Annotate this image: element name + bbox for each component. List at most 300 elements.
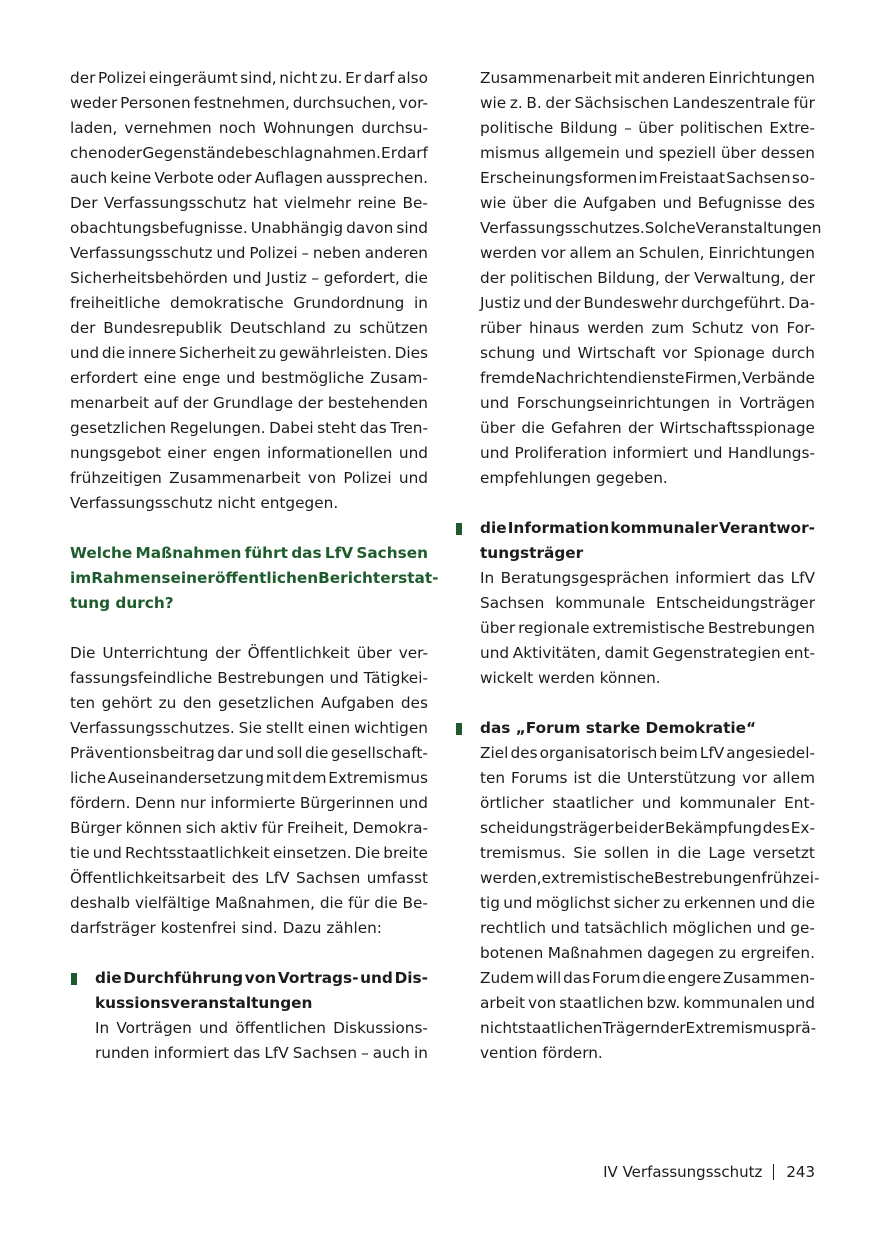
word: damit bbox=[604, 644, 649, 662]
word: engere bbox=[667, 969, 722, 987]
footer-divider bbox=[773, 1164, 774, 1180]
word: will bbox=[536, 969, 562, 987]
word: Extre- bbox=[769, 119, 815, 137]
paragraph-powers bbox=[70, 66, 428, 516]
text-line bbox=[480, 1041, 815, 1066]
word: rechtlich bbox=[480, 919, 547, 937]
text-line bbox=[480, 616, 815, 641]
word: Rahmen bbox=[91, 569, 162, 587]
word: dessen bbox=[760, 144, 815, 162]
word: und bbox=[226, 369, 256, 387]
word: LfV bbox=[265, 869, 290, 887]
text-line bbox=[70, 141, 428, 166]
word: Sächsischen bbox=[574, 94, 670, 112]
word: liche bbox=[70, 769, 107, 787]
word: Veranstaltungen bbox=[695, 219, 822, 237]
word: Polizei bbox=[98, 69, 147, 87]
text-line bbox=[480, 866, 820, 891]
text-line bbox=[480, 116, 815, 141]
word: Er bbox=[381, 144, 398, 162]
word: schützen bbox=[359, 319, 428, 337]
word: Nachrichtendienste bbox=[535, 369, 685, 387]
list-item-title bbox=[480, 516, 815, 566]
text-line bbox=[70, 591, 428, 616]
text-line bbox=[480, 466, 815, 491]
word: auch bbox=[372, 1044, 410, 1062]
word: Spionage bbox=[693, 344, 765, 362]
text-line bbox=[480, 316, 815, 341]
word: über bbox=[720, 144, 756, 162]
text-line bbox=[70, 891, 428, 916]
word: Die bbox=[354, 844, 381, 862]
word: und bbox=[198, 1019, 229, 1037]
word: freiheitliche bbox=[70, 294, 161, 312]
word: Bürger bbox=[70, 819, 122, 837]
word: Verbote bbox=[154, 169, 214, 187]
text-line bbox=[70, 541, 428, 566]
word: kommunale bbox=[555, 594, 646, 612]
word: der bbox=[480, 269, 506, 287]
word: Befugnisse bbox=[697, 194, 782, 212]
word: soll bbox=[276, 744, 303, 762]
word: Vorträgen bbox=[116, 1019, 192, 1037]
word: Polizei bbox=[343, 469, 392, 487]
word: Bundesrepublik bbox=[103, 319, 223, 337]
word: der bbox=[555, 294, 581, 312]
text-line bbox=[480, 91, 815, 116]
word: des bbox=[400, 694, 428, 712]
word: Bürgerinnen bbox=[299, 794, 395, 812]
word: Sachsen bbox=[480, 594, 545, 612]
word: zu bbox=[158, 694, 177, 712]
word: einen bbox=[307, 719, 351, 737]
text-line bbox=[70, 766, 428, 791]
word: Bestrebungen bbox=[707, 619, 815, 637]
word: staatlicher bbox=[552, 794, 634, 812]
word: erkennen bbox=[683, 894, 756, 912]
text-line bbox=[70, 66, 428, 91]
word: ver- bbox=[398, 644, 428, 662]
word: können bbox=[125, 819, 182, 837]
word: durchsu- bbox=[361, 119, 428, 137]
word: das „Forum starke Demokratie“ bbox=[480, 719, 757, 737]
word: Deutschland bbox=[229, 319, 326, 337]
word: fassungsfeindliche bbox=[70, 669, 213, 687]
word: Personen bbox=[120, 94, 191, 112]
word: Unabhängig bbox=[250, 219, 344, 237]
word: einsetzen. bbox=[272, 844, 352, 862]
word: Aufgaben bbox=[583, 194, 657, 212]
list-item-title bbox=[480, 716, 815, 741]
word: – bbox=[311, 269, 320, 287]
word: kommunaler bbox=[610, 519, 718, 537]
word: und bbox=[398, 444, 428, 462]
word: Auseinandersetzung bbox=[107, 769, 265, 787]
word: schung bbox=[480, 344, 536, 362]
word: Grundlage bbox=[213, 394, 294, 412]
word: fördern. bbox=[70, 794, 131, 812]
text-line bbox=[95, 966, 428, 991]
word: Verfassungsschutzes. bbox=[480, 219, 645, 237]
word: darf bbox=[397, 144, 428, 162]
word: Bestrebungen bbox=[217, 669, 325, 687]
word: ten bbox=[480, 769, 506, 787]
word: wichtigen bbox=[354, 719, 428, 737]
word: extremistische bbox=[592, 619, 705, 637]
word: nungsgebot bbox=[70, 444, 161, 462]
word: örtlicher bbox=[480, 794, 544, 812]
word: im bbox=[70, 569, 92, 587]
word: in bbox=[414, 294, 428, 312]
word: zu. bbox=[319, 69, 343, 87]
text-line bbox=[480, 741, 815, 766]
word: engen bbox=[212, 444, 261, 462]
word: des bbox=[762, 819, 790, 837]
word: enge bbox=[182, 369, 221, 387]
word: gesetzlichen bbox=[70, 419, 167, 437]
word: das bbox=[359, 419, 387, 437]
word: ent- bbox=[784, 644, 815, 662]
word: über bbox=[638, 119, 674, 137]
word: sollen bbox=[604, 844, 649, 862]
word: extremistische bbox=[541, 869, 655, 887]
word: die bbox=[95, 969, 122, 987]
word: Bestrebungen bbox=[654, 869, 762, 887]
word: in bbox=[717, 394, 732, 412]
word: mit bbox=[614, 69, 640, 87]
word: zu bbox=[662, 894, 681, 912]
word: neben bbox=[312, 244, 361, 262]
word: also bbox=[397, 69, 428, 87]
word: staatlichen bbox=[559, 994, 644, 1012]
word: Regelungen. bbox=[169, 419, 266, 437]
list-item-body bbox=[480, 741, 820, 1066]
word: Trägern bbox=[602, 1019, 661, 1037]
word: dar bbox=[217, 744, 243, 762]
word: der bbox=[664, 269, 690, 287]
word: Forschungseinrichtungen bbox=[516, 394, 711, 412]
word: tungsträger bbox=[480, 544, 584, 562]
word: die bbox=[374, 894, 398, 912]
word: Präventionsbeitrag bbox=[70, 744, 215, 762]
word: politischen bbox=[679, 119, 763, 137]
word: Freiheit, bbox=[286, 819, 349, 837]
word: dagegen bbox=[647, 944, 715, 962]
word: chen bbox=[70, 144, 108, 162]
word: von bbox=[750, 319, 779, 337]
word: hinaus bbox=[528, 319, 580, 337]
word: von bbox=[528, 994, 557, 1012]
word: und bbox=[641, 794, 671, 812]
word: vor- bbox=[398, 94, 428, 112]
word: steht bbox=[317, 419, 357, 437]
word: Verwaltung, bbox=[694, 269, 786, 287]
word: Extremismusprä- bbox=[685, 1019, 817, 1037]
word: der bbox=[627, 419, 654, 437]
word: sind bbox=[396, 219, 428, 237]
word: Sie bbox=[238, 719, 263, 737]
text-line bbox=[70, 416, 428, 441]
word: davon bbox=[346, 219, 394, 237]
word: Handlungs- bbox=[727, 444, 815, 462]
word: politischen bbox=[509, 269, 593, 287]
right-column bbox=[455, 66, 822, 1066]
word: oder bbox=[216, 169, 252, 187]
list-item-body bbox=[480, 566, 815, 691]
word: allgemein bbox=[544, 144, 620, 162]
word: Erscheinungsformen bbox=[480, 169, 638, 187]
word: Maßnahmen bbox=[135, 544, 242, 562]
word: Extremismus bbox=[328, 769, 428, 787]
word: Zusammenarbeit bbox=[480, 69, 612, 87]
word: die bbox=[101, 344, 126, 362]
word: vielmehr bbox=[283, 194, 352, 212]
word: Landeszentrale bbox=[672, 94, 790, 112]
word: die bbox=[480, 519, 507, 537]
word: Dabei bbox=[269, 419, 314, 437]
word: ge- bbox=[790, 919, 815, 937]
word: sich bbox=[185, 819, 217, 837]
word: demokratische bbox=[170, 294, 284, 312]
text-line bbox=[70, 466, 428, 491]
word: vor bbox=[742, 769, 767, 787]
word: versetzt bbox=[752, 844, 815, 862]
word: B. bbox=[526, 94, 542, 112]
word: festnehmen, bbox=[193, 94, 290, 112]
word: die bbox=[597, 769, 621, 787]
word: die bbox=[521, 419, 545, 437]
word: angesiedel- bbox=[726, 744, 815, 762]
word: Gefahren bbox=[550, 419, 622, 437]
text-line bbox=[480, 666, 815, 691]
word: werden, bbox=[480, 869, 542, 887]
word: und bbox=[232, 269, 262, 287]
text-line bbox=[70, 91, 428, 116]
text-line bbox=[70, 816, 428, 841]
word: nichtstaatlichen bbox=[480, 1019, 603, 1037]
word: eine bbox=[143, 369, 177, 387]
text-line bbox=[480, 891, 815, 916]
text-line bbox=[480, 416, 815, 441]
word: mit bbox=[265, 769, 291, 787]
word: Sachsen bbox=[292, 1044, 358, 1062]
word: in bbox=[414, 1044, 428, 1062]
text-line bbox=[70, 316, 428, 341]
word: und bbox=[693, 444, 723, 462]
word: Forum bbox=[592, 969, 641, 987]
word: gesetzlichen bbox=[218, 694, 315, 712]
word: über bbox=[356, 644, 392, 662]
word: laden, bbox=[70, 119, 118, 137]
word: möglichen bbox=[672, 919, 753, 937]
word: und bbox=[480, 644, 510, 662]
word: Einrichtungen bbox=[708, 69, 815, 87]
word: die bbox=[319, 894, 344, 912]
word: – bbox=[624, 119, 632, 137]
word: Öffentlichkeitsarbeit bbox=[70, 869, 226, 887]
word: für bbox=[261, 819, 283, 837]
word: führt bbox=[244, 544, 288, 562]
word: Maßnahmen bbox=[547, 944, 643, 962]
word: die bbox=[677, 844, 701, 862]
word: LfV bbox=[699, 744, 725, 762]
text-line bbox=[70, 641, 428, 666]
word: Wohnungen bbox=[263, 119, 355, 137]
word: Entscheidungsträger bbox=[656, 594, 815, 612]
word: Der bbox=[70, 194, 98, 212]
word: bestehenden bbox=[327, 394, 428, 412]
text-line bbox=[480, 716, 815, 741]
word: informierte bbox=[210, 794, 296, 812]
word: über bbox=[480, 619, 516, 637]
text-line bbox=[480, 591, 815, 616]
word: kommunalen bbox=[683, 994, 783, 1012]
text-line bbox=[95, 1041, 428, 1066]
word: Gegenstände bbox=[142, 144, 245, 162]
word: Vorträgen bbox=[739, 394, 815, 412]
bullet-marker bbox=[71, 973, 77, 985]
word: durch bbox=[771, 344, 815, 362]
word: Rechtsstaatlichkeit bbox=[125, 844, 270, 862]
text-line bbox=[480, 541, 815, 566]
word: vor bbox=[540, 244, 566, 262]
word: Einrichtungen bbox=[708, 244, 815, 262]
word: Auflagen bbox=[254, 169, 323, 187]
text-line bbox=[95, 1016, 428, 1041]
text-line bbox=[70, 741, 428, 766]
left-column bbox=[70, 66, 439, 1066]
word: Dis- bbox=[394, 969, 428, 987]
word: noch bbox=[218, 119, 256, 137]
word: gefordert, bbox=[323, 269, 400, 287]
word: mismus bbox=[480, 144, 540, 162]
word: Vortrags- bbox=[277, 969, 359, 987]
word: zum bbox=[651, 319, 685, 337]
text-line bbox=[480, 991, 815, 1016]
word: botenen bbox=[480, 944, 544, 962]
word: vielfältige bbox=[134, 894, 211, 912]
text-line bbox=[70, 491, 428, 516]
word: LfV bbox=[324, 544, 354, 562]
word: nicht bbox=[279, 69, 318, 87]
list-item-lectures-continued bbox=[455, 66, 822, 491]
word: gesellschaft- bbox=[330, 744, 428, 762]
text-line bbox=[70, 391, 428, 416]
list-item-forum bbox=[455, 716, 820, 1066]
word: Solche bbox=[644, 219, 696, 237]
word: Ziel bbox=[480, 744, 509, 762]
word: – bbox=[361, 1044, 369, 1062]
word: ist bbox=[573, 769, 592, 787]
text-line bbox=[480, 766, 815, 791]
word: der bbox=[789, 269, 815, 287]
word: der bbox=[638, 819, 665, 837]
word: Be- bbox=[402, 194, 428, 212]
word: einer bbox=[167, 444, 207, 462]
text-line bbox=[70, 441, 428, 466]
word: Firmen, bbox=[684, 369, 742, 387]
word: den bbox=[182, 694, 212, 712]
word: Forums bbox=[511, 769, 568, 787]
word: Zusammen- bbox=[722, 969, 815, 987]
word: die bbox=[791, 894, 815, 912]
word: vention fördern. bbox=[480, 1044, 603, 1062]
text-line bbox=[480, 366, 815, 391]
word: frühzei- bbox=[761, 869, 820, 887]
word: des bbox=[231, 869, 259, 887]
word: allem bbox=[569, 244, 612, 262]
word: tatsächlich bbox=[584, 919, 668, 937]
word: Be- bbox=[402, 894, 428, 912]
word: Sachsen bbox=[726, 169, 791, 187]
footer-section-title: IV Verfassungsschutz bbox=[603, 1163, 763, 1181]
word: und bbox=[70, 344, 100, 362]
page-footer bbox=[603, 1161, 815, 1183]
word: tung durch? bbox=[70, 594, 174, 612]
word: durchsuchen, bbox=[292, 94, 396, 112]
text-line bbox=[70, 291, 428, 316]
word: beschlagnahmen. bbox=[244, 144, 381, 162]
text-line bbox=[70, 116, 428, 141]
word: Grundordnung bbox=[293, 294, 405, 312]
word: das bbox=[563, 969, 591, 987]
text-line bbox=[480, 816, 815, 841]
word: Bildung, bbox=[597, 269, 660, 287]
word: die bbox=[553, 194, 577, 212]
word: breite bbox=[383, 844, 428, 862]
text-line bbox=[480, 166, 815, 191]
word: wie bbox=[480, 194, 507, 212]
word: – bbox=[301, 244, 310, 262]
word: aussprechen. bbox=[325, 169, 428, 187]
word: organisatorisch bbox=[539, 744, 658, 762]
word: das bbox=[757, 569, 785, 587]
word: und bbox=[329, 669, 359, 687]
word: Öffentlichkeit bbox=[247, 644, 350, 662]
word: auch bbox=[70, 169, 108, 187]
word: vernehmen bbox=[124, 119, 212, 137]
text-line bbox=[70, 191, 428, 216]
word: des bbox=[510, 744, 538, 762]
text-line bbox=[480, 341, 815, 366]
word: innere bbox=[127, 344, 177, 362]
text-line bbox=[70, 716, 428, 741]
word: und bbox=[785, 994, 815, 1012]
word: von bbox=[307, 469, 337, 487]
text-line bbox=[95, 991, 428, 1016]
word: Wirtschaft bbox=[577, 344, 656, 362]
word: empfehlungen gegeben. bbox=[480, 469, 668, 487]
word: das bbox=[291, 544, 322, 562]
word: Unterstützung bbox=[626, 769, 737, 787]
word: aktiv bbox=[220, 819, 258, 837]
word: kussionsveranstaltungen bbox=[95, 994, 313, 1012]
word: frühzeitigen bbox=[70, 469, 162, 487]
text-line bbox=[480, 291, 815, 316]
page-number: 243 bbox=[786, 1163, 815, 1181]
bullet-marker bbox=[456, 523, 462, 535]
word: ten bbox=[70, 694, 96, 712]
text-line bbox=[480, 391, 815, 416]
word: Ex- bbox=[790, 819, 815, 837]
word: Maßnahmen, bbox=[215, 894, 315, 912]
word: der bbox=[215, 644, 241, 662]
word: Demokra- bbox=[352, 819, 428, 837]
word: vor bbox=[662, 344, 687, 362]
word: For- bbox=[786, 319, 815, 337]
list-item-municipal-information bbox=[455, 516, 815, 691]
paragraph-public-information bbox=[70, 641, 428, 941]
